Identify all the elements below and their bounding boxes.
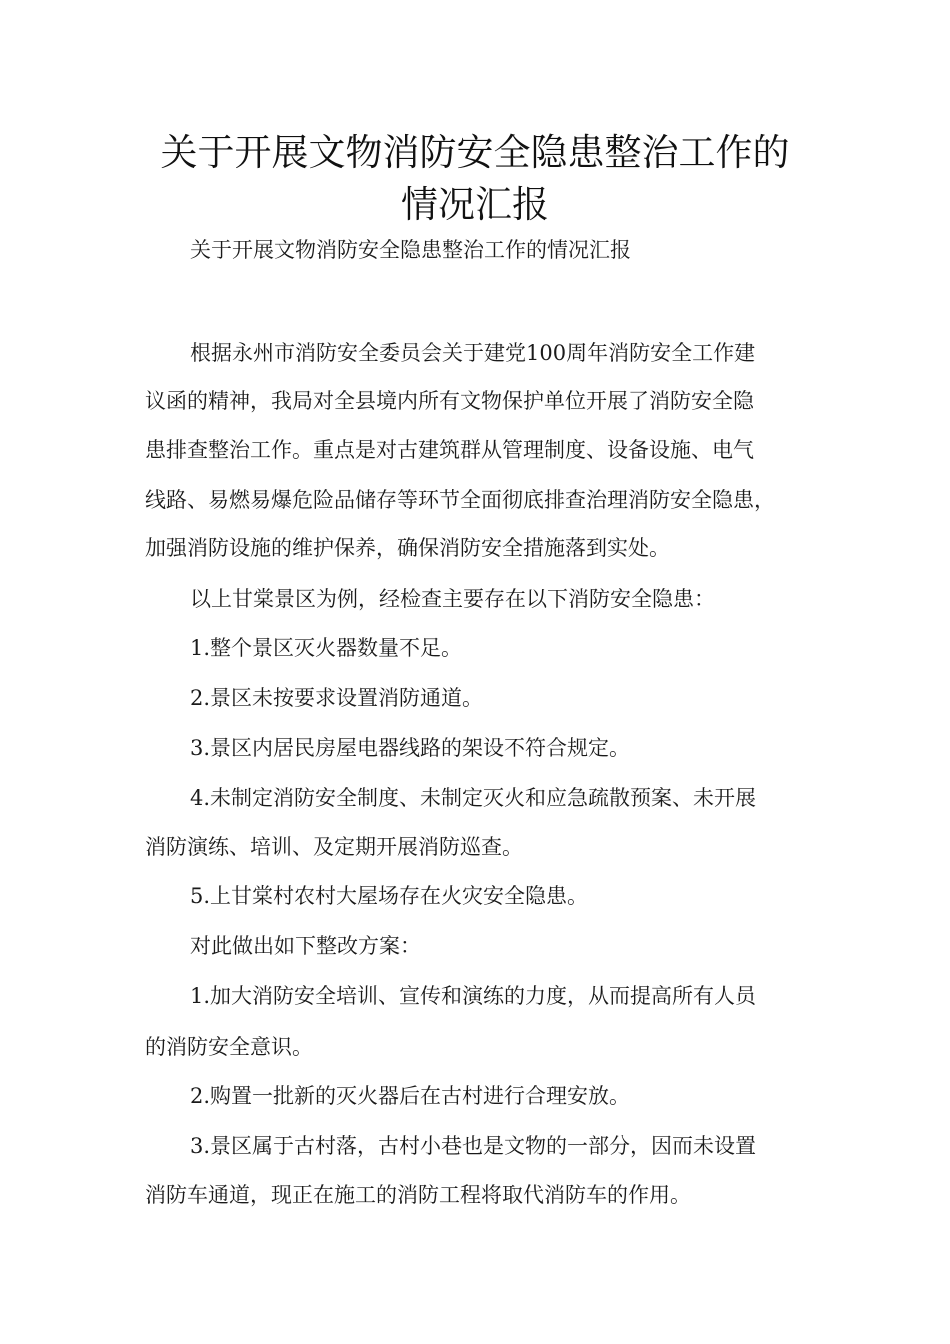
intro-line-2: 议函的精神，我局对全县境内所有文物保护单位开展了消防安全隐 — [145, 389, 754, 413]
hazard-4-line-1: 4.未制定消防安全制度、未制定灭火和应急疏散预案、未开展 — [190, 786, 757, 810]
hazard-5: 5.上甘棠村农村大屋场存在火灾安全隐患。 — [190, 884, 589, 908]
hazard-2: 2.景区未按要求设置消防通道。 — [190, 686, 484, 710]
plan-3-line-2: 消防车通道，现正在施工的消防工程将取代消防车的作用。 — [145, 1183, 691, 1207]
intro-line-5: 加强消防设施的维护保养，确保消防安全措施落到实处。 — [145, 536, 670, 560]
plan-1-line-2: 的消防安全意识。 — [145, 1035, 313, 1059]
plan-intro: 对此做出如下整改方案： — [190, 934, 421, 958]
document-title-line-2: 情况汇报 — [401, 183, 549, 226]
intro-line-1: 根据永州市消防安全委员会关于建党100周年消防安全工作建 — [190, 341, 756, 365]
plan-2: 2.购置一批新的灭火器后在古村进行合理安放。 — [190, 1084, 631, 1108]
document-title-line-1: 关于开展文物消防安全隐患整治工作的 — [160, 131, 790, 174]
plan-1-line-1: 1.加大消防安全培训、宣传和演练的力度，从而提高所有人员 — [190, 984, 757, 1008]
hazard-4-line-2: 消防演练、培训、及定期开展消防巡查。 — [145, 835, 523, 859]
intro-line-3: 患排查整治工作。重点是对古建筑群从管理制度、设备设施、电气 — [145, 438, 754, 462]
hazard-3: 3.景区内居民房屋电器线路的架设不符合规定。 — [190, 736, 631, 760]
plan-3-line-1: 3.景区属于古村落，古村小巷也是文物的一部分，因而未设置 — [190, 1134, 757, 1158]
intro-line-4: 线路、易燃易爆危险品储存等环节全面彻底排查治理消防安全隐患， — [145, 488, 775, 512]
example-intro: 以上甘棠景区为例，经检查主要存在以下消防安全隐患： — [190, 587, 715, 611]
hazard-1: 1.整个景区灭火器数量不足。 — [190, 636, 463, 660]
document-subtitle: 关于开展文物消防安全隐患整治工作的情况汇报 — [190, 238, 631, 262]
